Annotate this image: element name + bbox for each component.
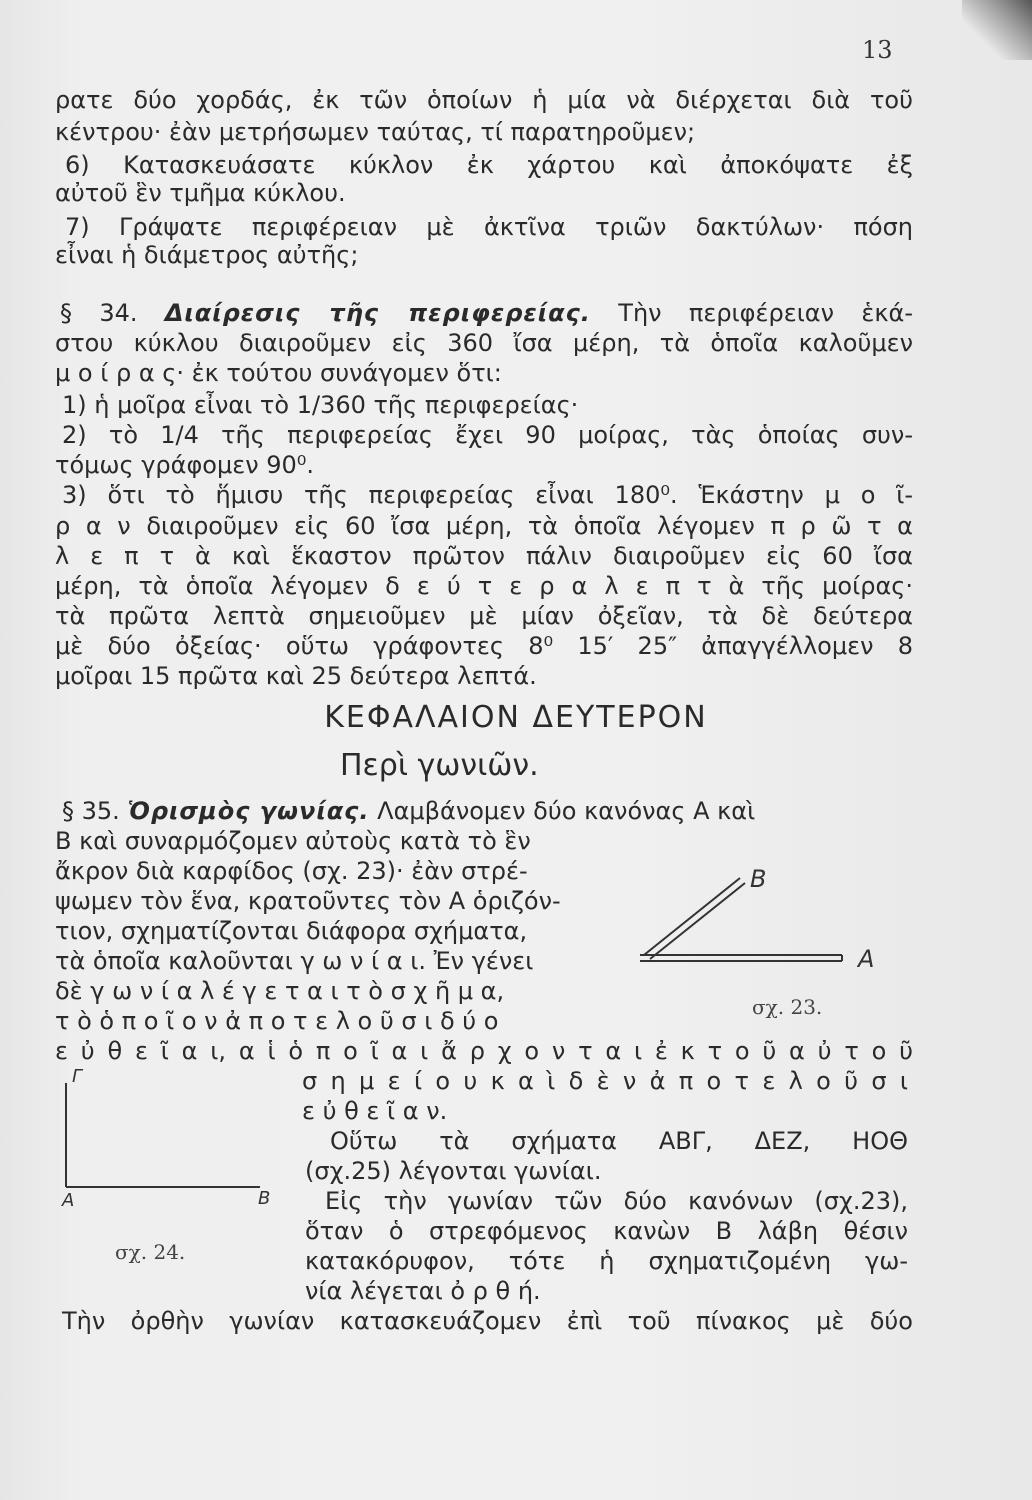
chapter-title: ΚΕΦΑΛΑΙΟΝ ΔΕΥΤΕΡΟΝ (324, 700, 708, 735)
text-line: ὅταν ὁ στρεφόμενος κανὼν Β λάβη θέσιν (305, 1217, 908, 1245)
text-line: νία λέγεται ὀ ρ θ ή. (305, 1277, 541, 1305)
section-title: Διαίρεσις τῆς περιφερείας. (164, 299, 591, 327)
text-line: μέρη, τὰ ὁποῖα λέγομεν δ ε ύ τ ε ρ α λ ε π τ ὰ τῆς μοίρας· (55, 572, 913, 600)
text-line: μὲ δύο ὀξείας· οὕτω γράφοντες 8⁰ 15′ 25″ ἀπαγγέλλομεν 8 (55, 632, 913, 660)
figure-24-right-angle (60, 1075, 280, 1195)
figure-23-caption: σχ. 23. (752, 995, 823, 1019)
text-line: 1) ἡ μοῖρα εἶναι τὸ 1/360 τῆς περιφερείας· (62, 391, 579, 419)
chapter-subtitle: Περὶ γωνιῶν. (340, 748, 539, 783)
figure-23-label-a: A (858, 945, 875, 973)
text-line: εἶναι ἡ διάμετρος αὐτῆς; (55, 241, 359, 269)
text-line: Εἰς τὴν γωνίαν τῶν δύο κανόνων (σχ.23), (325, 1187, 908, 1215)
text-line: δὲ γ ω ν ί α λ έ γ ε τ α ι τ ὸ σ χ ῆ μ α, (55, 977, 505, 1005)
text-line: τόμως γράφομεν 90⁰. (55, 451, 315, 479)
text-line: μοῖραι 15 πρῶτα καὶ 25 δεύτερα λεπτά. (55, 662, 537, 690)
ruler-b (644, 878, 745, 959)
text-line: (σχ.25) λέγονται γωνίαι. (305, 1157, 602, 1185)
text-line: Οὕτω τὰ σχήματα ΑΒΓ, ΔΕΖ, ΗΟΘ (330, 1127, 908, 1155)
text-line: αὐτοῦ ἓν τμῆμα κύκλου. (55, 179, 346, 207)
text-line: τ ὸ ὁ π ο ῖ ο ν ἀ π ο τ ε λ ο ῦ σ ι δ ύ ο (55, 1007, 499, 1035)
text-line: Β καὶ συναρμόζομεν αὐτοὺς κατὰ τὸ ἓν (55, 827, 531, 855)
figure-24-caption: σχ. 24. (115, 1240, 186, 1264)
text-line: κέντρου· ἐὰν μετρήσωμεν ταύτας, τί παρατηροῦμεν; (55, 118, 696, 146)
text-line: 3) ὅτι τὸ ἥμισυ τῆς περιφερείας εἶναι 180⁰. Ἑκάστην μ ο ῖ- (62, 481, 913, 509)
text-line: ε ὐ θ ε ῖ α ν. (302, 1097, 448, 1125)
text-line: κατακόρυφον, τότε ἡ σχηματιζομένη γω- (305, 1247, 908, 1275)
text-line: στου κύκλου διαιροῦμεν εἰς 360 ἴσα μέρη, τὰ ὁποῖα καλοῦμεν (55, 329, 913, 357)
text-line: 2) τὸ 1/4 τῆς περιφερείας ἔχει 90 μοίρας, τὰς ὁποίας συν- (62, 421, 913, 449)
figure-24-label-b: B (258, 1188, 271, 1209)
figure-23-angle (630, 860, 860, 980)
ruler-a (640, 955, 842, 961)
section-34-heading-line (60, 298, 913, 328)
section-35-heading-line (62, 796, 755, 826)
text-line: τιον, σχηματίζονται διάφορα σχήματα, (55, 917, 528, 945)
text-line: ε ὐ θ ε ῖ α ι, α ἱ ὁ π ο ῖ α ι ἄ ρ χ ο ν τ α ι ἐ κ τ ο ῦ α ὐ τ ο ῦ (55, 1037, 913, 1065)
section-title: Ὁρισμὸς γωνίας. (127, 797, 370, 825)
figure-24-label-g: Γ (72, 1066, 83, 1087)
section-number: § 35. (62, 797, 120, 825)
text-line: τὰ πρῶτα λεπτὰ σημειοῦμεν μὲ μίαν ὀξεῖαν, τὰ δὲ δεύτερα (55, 602, 913, 630)
text-line: λ ε π τ ὰ καὶ ἕκαστον πρῶτον πάλιν διαιροῦμεν εἰς 60 ἴσα (55, 542, 913, 570)
text-line: μ ο ί ρ α ς· ἐκ τούτου συνάγομεν ὅτι: (55, 359, 502, 387)
text-line: ἄκρον διὰ καρφίδος (σχ. 23)· ἐὰν στρέ- (55, 857, 528, 885)
page-number: 13 (862, 36, 893, 64)
text-line: ψωμεν τὸν ἕνα, κρατοῦντες τὸν Α ὁριζόν- (55, 887, 561, 915)
text-line: Τὴν ὀρθὴν γωνίαν κατασκευάζομεν ἐπὶ τοῦ πίνακος μὲ δύο (62, 1307, 913, 1335)
text-line: 7) Γράψατε περιφέρειαν μὲ ἀκτῖνα τριῶν δακτύλων· πόση (65, 213, 913, 241)
text-line: ρ α ν διαιροῦμεν εἰς 60 ἴσα μέρη, τὰ ὁποῖα λέγομεν π ρ ῶ τ α (55, 512, 913, 540)
page-corner-shadow (962, 0, 1032, 60)
figure-23-label-b: B (750, 865, 767, 893)
text-line: Λαμβάνομεν δύο κανόνας Α καὶ (377, 797, 756, 825)
section-number: § 34. (60, 299, 138, 327)
text-line: σ η μ ε ί ο υ κ α ὶ δ ὲ ν ἀ π ο τ ε λ ο ῦ σ ι (302, 1067, 908, 1095)
text-line: ρατε δύο χορδάς, ἐκ τῶν ὁποίων ἡ μία νὰ διέρχεται διὰ τοῦ (55, 86, 913, 114)
figure-24-label-a: A (62, 1190, 75, 1211)
text-line: τὰ ὁποῖα καλοῦνται γ ω ν ί α ι. Ἐν γένει (55, 947, 534, 975)
text-line: Τὴν περιφέρειαν ἑκά- (618, 299, 913, 327)
text-line: 6) Κατασκευάσατε κύκλον ἐκ χάρτου καὶ ἀποκόψατε ἐξ (65, 151, 913, 179)
